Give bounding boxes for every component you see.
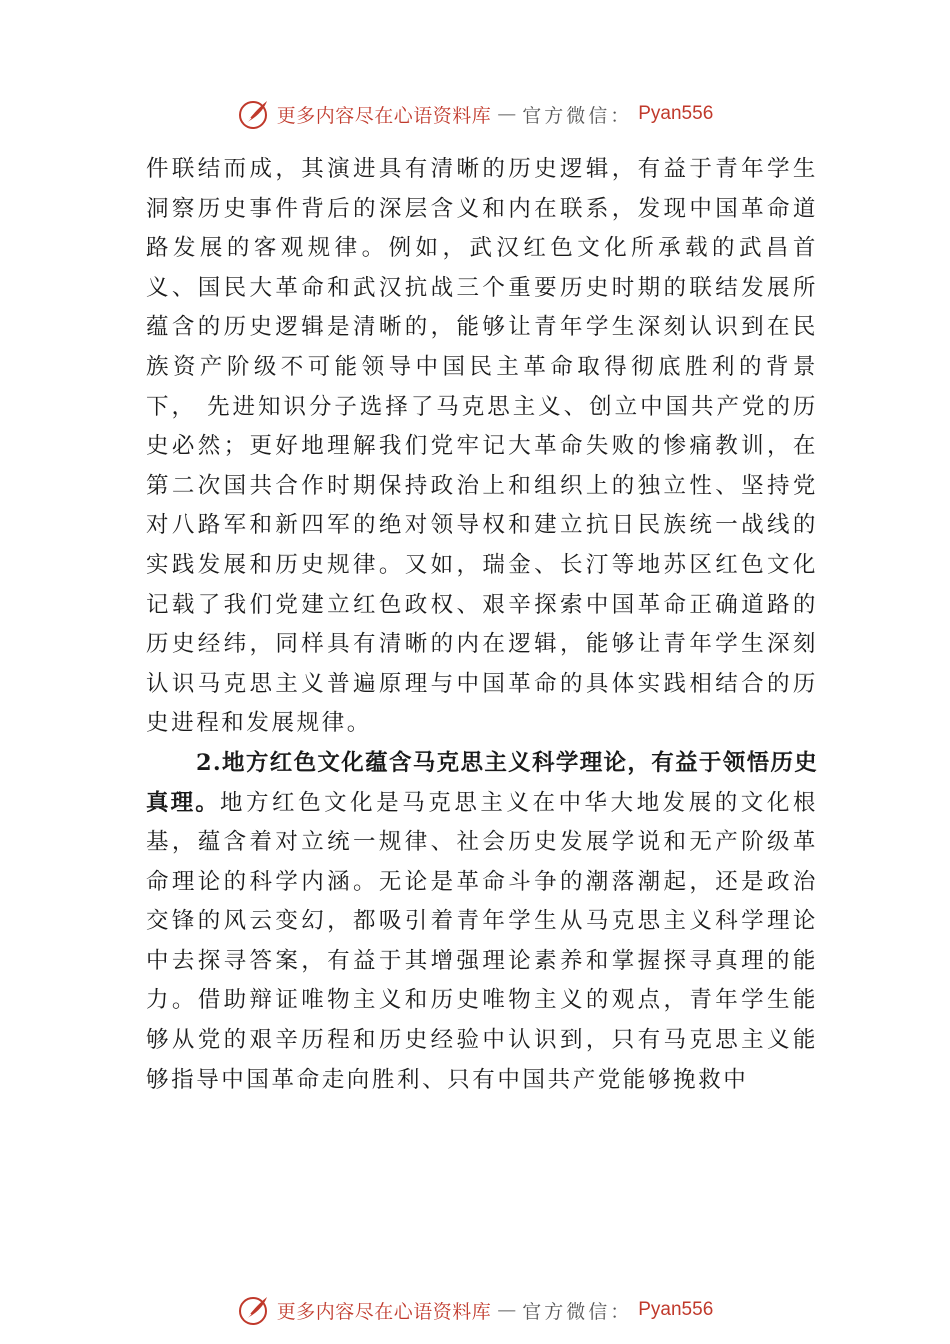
banner-wechat-id: Pyan556 xyxy=(638,1299,714,1320)
paragraph-1: 件联结而成，其演进具有清晰的历史逻辑，有益于青年学生洞察历史事件背后的深层含义和内在联系，发现中国革命道路发展的客观规律。例如，武汉红色文化所承载的武昌首义、国民大革命和武汉抗战三个重要历史时期的联结发展所蕴含的历史逻辑是清晰的，能够让青年学生深刻认识到在民族资产阶级不可能领导中国民主革命取得彻底胜利的背景下， 先进知识分子选择了马克思主义、创立中国共产党的历史必然；更好地理解我们党牢记大革命失败的惨痛教训，在第二次国共合作时期保持政治上和组织上的独立性、坚持党对八路军和新四军的绝对领导权和建立抗日民族统一战线的实践发展和历史规律。又如，瑞金、长汀等地苏区红色文化记载了我们党建立红色政权、艰辛探索中国革命正确道路的历史经纬，同样具有清晰的内在逻辑，能够让青年学生深刻认识马克思主义普遍原理与中国革命的具体实践相结合的历史进程和发展规律。 xyxy=(146,156,818,737)
section-heading-2: 2.地方红色文化蕴含马克思主义科学理论，有益于领悟历史真理。 xyxy=(146,749,818,816)
paragraph-2 xyxy=(146,744,818,1100)
banner-separator: — xyxy=(497,1299,517,1321)
quill-pen-logo-icon xyxy=(237,1293,271,1327)
banner-separator: — xyxy=(497,103,517,125)
banner-wechat-label: 官方微信： xyxy=(522,104,633,127)
quill-pen-logo-icon xyxy=(237,97,271,131)
header-banner xyxy=(0,94,950,134)
paragraph-2-body: 地方红色文化是马克思主义在中华大地发展的文化根基，蕴含着对立统一规律、社会历史发展学说和无产阶级革命理论的科学内涵。无论是革命斗争的潮落潮起，还是政治交锋的风云变幻，都吸引着青年学生从马克思主义科学理论中去探寻答案，有益于其增强理论素养和掌握探寻真理的能力。借助辩证唯物主义和历史唯物主义的观点，青年学生能够从党的艰辛历程和历史经验中认识到，只有马克思主义能够指导中国革命走向胜利、只有中国共产党能够挽救中 xyxy=(146,789,818,1093)
page-body xyxy=(146,150,818,1100)
banner-wechat-label: 官方微信： xyxy=(522,1300,633,1323)
banner-wechat-id: Pyan556 xyxy=(638,103,714,124)
banner-title: 更多内容尽在心语资料库 xyxy=(276,1300,492,1323)
banner-title: 更多内容尽在心语资料库 xyxy=(276,104,492,127)
footer-banner xyxy=(0,1290,950,1330)
